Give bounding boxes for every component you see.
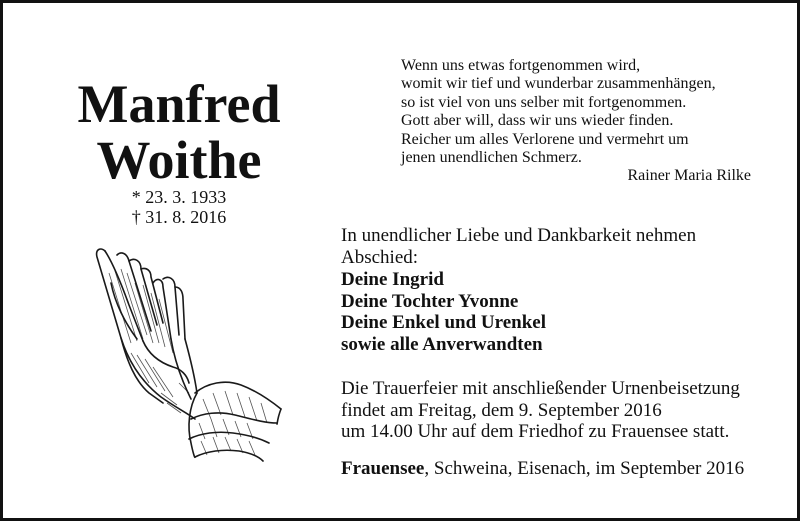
ceremony-line: findet am Freitag, dem 9. September 2016 [341,399,662,421]
last-name: Woithe [96,130,262,190]
mourners-list [341,269,761,355]
rilke-quote [401,57,761,167]
death-date: † 31. 8. 2016 [131,207,227,227]
mourner: Deine Ingrid [341,269,444,290]
mourner: Deine Enkel und Urenkel [341,312,546,334]
first-name: Manfred [77,74,281,134]
birth-date: * 23. 3. 1933 [131,187,227,207]
farewell-text [341,225,761,268]
life-dates [43,187,315,227]
place-name: Frauensee [341,458,425,479]
place-and-date [341,458,781,479]
place-date-line [341,458,781,479]
quote-author: Rainer Maria Rilke [627,167,751,184]
quote-line: womit wir tief und wunderbar zusammenhängen, [401,75,716,93]
mourner: Deine Tochter Yvonne [341,290,519,312]
quote-line: Reicher um alles Verlorene und vermehrt um [401,130,689,148]
quote-line: Gott aber will, dass wir uns wieder finden. [401,112,674,130]
ceremony-info [341,378,781,443]
quote-line: so ist viel von uns selber mit fortgenommen. [401,93,687,111]
farewell-line: In unendlicher Liebe und Dankbarkeit nehmen [341,225,697,246]
praying-hands-icon [91,243,285,468]
quote-line: Wenn uns etwas fortgenommen wird, [401,57,641,74]
place-date-rest: , Schweina, Eisenach, im September 2016 [424,458,745,479]
mourner: sowie alle Anverwandten [341,333,543,355]
farewell-line: Abschied: [341,246,419,268]
ceremony-line: um 14.00 Uhr auf dem Friedhof zu Frauensee statt. [341,421,730,442]
ceremony-line: Die Trauerfeier mit anschließender Urnenbeisetzung [341,378,740,399]
quote-line: jenen unendlichen Schmerz. [401,149,582,167]
